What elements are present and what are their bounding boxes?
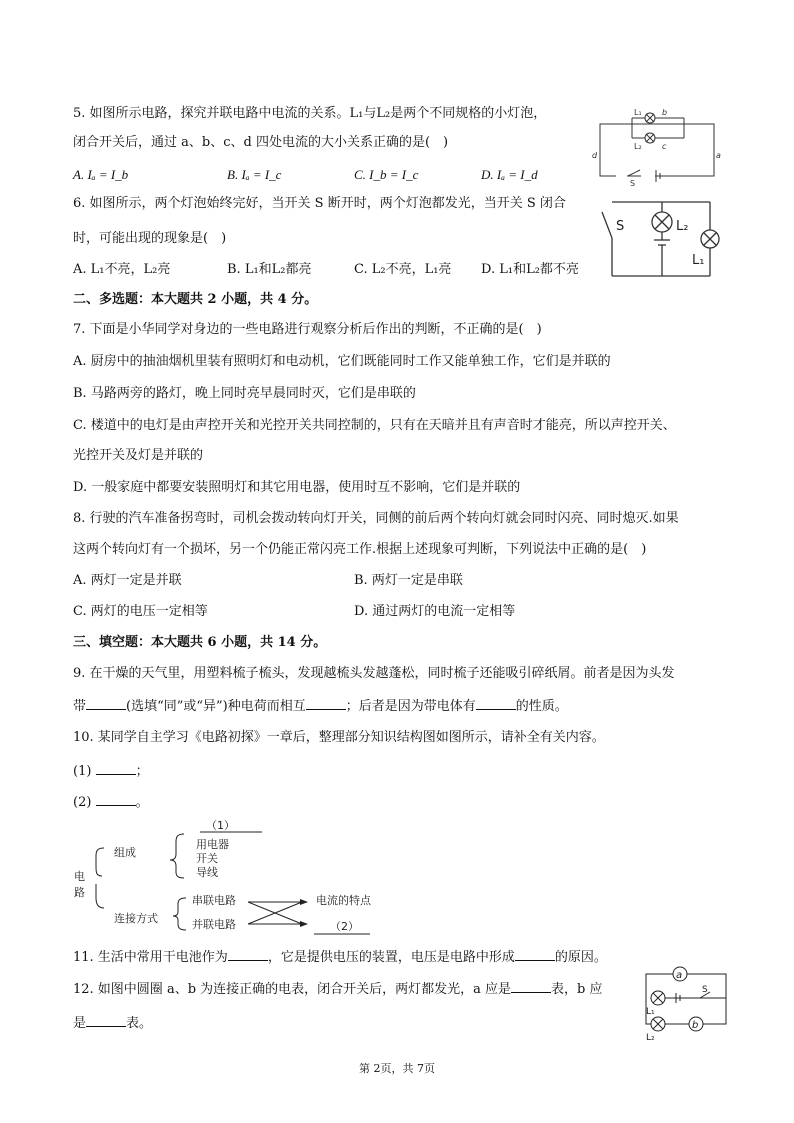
q9-blank-3[interactable] xyxy=(476,695,516,710)
q12-text-3: 是 xyxy=(73,1016,87,1031)
q7-option-a: A. 厨房中的抽油烟机里装有照明灯和电动机，它们既能同时工作又能单独工作，它们是并联的 xyxy=(73,354,611,369)
q11-line xyxy=(73,946,607,968)
q12-line1 xyxy=(73,978,603,1000)
q12-text-1: 12. 如图中圆圈 a、b 为连接正确的电表，闭合开关后，两灯都发光，a 应是 xyxy=(73,982,512,997)
q10-diagram-series: 串联电路 xyxy=(192,894,236,907)
q10-diagram-current: 电流的特点 xyxy=(316,894,371,907)
q7-stem: 7. 下面是小华同学对身边的一些电路进行观察分析后作出的判断，不正确的是( ) xyxy=(73,322,542,337)
q7-option-b: B. 马路两旁的路灯，晚上同时亮早晨同时灭，它们是串联的 xyxy=(73,386,416,401)
q9-line2 xyxy=(73,695,568,717)
q12-fig-l2: L₂ xyxy=(646,1033,655,1042)
q12-line2 xyxy=(73,1012,152,1034)
q12-blank-1[interactable] xyxy=(511,978,551,993)
q5-option-d: D. Iₐ = I_d xyxy=(481,167,538,182)
q10-diagram-blank2: （2） xyxy=(330,920,359,933)
q10-diagram-root-2: 路 xyxy=(74,886,85,899)
q8-option-b: B. 两灯一定是串联 xyxy=(354,573,463,588)
q6-option-c: C. L₂不亮，L₁亮 xyxy=(354,262,452,277)
q11-text-3: 的原因。 xyxy=(554,950,607,965)
q5-fig-c: c xyxy=(662,142,667,151)
q10-blank-1-end: ； xyxy=(135,764,149,779)
q10-blank-1-line xyxy=(73,760,149,782)
q7-option-d: D. 一般家庭中都要安装照明灯和其它用电器，使用时互不影响，它们是并联的 xyxy=(73,480,521,495)
q5-option-b: B. Iₐ = I_c xyxy=(227,167,282,182)
q5-fig-a: a xyxy=(716,151,721,160)
q5-option-a: A. Iₐ = I_b xyxy=(73,167,129,182)
q6-fig-s: S xyxy=(616,219,625,234)
q5-circuit-figure xyxy=(592,104,722,190)
q10-stem: 10. 某同学自主学习《电路初探》一章后，整理部分知识结构图如图所示，请补全有关内容。 xyxy=(73,730,605,745)
q10-blank-2-end: 。 xyxy=(135,795,149,810)
q10-diagram-root-1: 电 xyxy=(74,870,85,883)
q12-text-2: 表，b 应 xyxy=(551,982,603,997)
section-2-heading: 二、多选题：本大题共 2 小题，共 4 分。 xyxy=(73,292,318,307)
q9-text-2: (选填“同”或“异”)种电荷而相互 xyxy=(126,699,306,714)
q12-circuit-figure xyxy=(636,962,736,1046)
page-footer: 第 2页，共 7页 xyxy=(359,1062,435,1075)
q12-fig-s: S xyxy=(702,985,708,995)
q5-fig-d: d xyxy=(592,151,598,160)
q8-option-d: D. 通过两灯的电流一定相等 xyxy=(354,604,516,619)
q12-fig-a: a xyxy=(676,970,683,981)
q9-text-3: ；后者是因为带电体有 xyxy=(345,699,476,714)
q11-text-2: ，它是提供电压的装置，电压是电路中形成 xyxy=(267,950,515,965)
q8-line2: 这两个转向灯有一个损坏，另一个仍能正常闪亮工作.根据上述现象可判断，下列说法中正确的是( ) xyxy=(73,542,647,557)
q6-line1: 6. 如图所示，两个灯泡始终完好，当开关 S 断开时，两个灯泡都发光，当开关 S 闭合 xyxy=(73,196,566,211)
q11-blank-1[interactable] xyxy=(228,946,268,961)
q10-diagram-composition: 组成 xyxy=(114,846,136,859)
q8-option-c: C. 两灯的电压一定相等 xyxy=(73,604,208,619)
q6-option-d: D. L₁和L₂都不亮 xyxy=(481,262,579,277)
q10-blank-2-line xyxy=(73,791,149,813)
q10-diagram-c3: 开关 xyxy=(196,852,218,865)
q5-line2: 闭合开关后，通过 a、b、c、d 四处电流的大小关系正确的是( ) xyxy=(73,135,449,150)
q6-line2: 时，可能出现的现象是( ) xyxy=(73,231,227,246)
q12-text-4: 表。 xyxy=(126,1016,153,1031)
q10-diagram-c4: 导线 xyxy=(196,866,218,879)
q5-fig-b: b xyxy=(662,108,668,117)
q10-diagram-c1: （1） xyxy=(206,819,235,832)
q6-fig-l2: L₂ xyxy=(676,219,689,234)
q9-text-4: 的性质。 xyxy=(515,699,568,714)
q6-circuit-figure xyxy=(598,198,728,284)
q11-text-1: 11. 生活中常用干电池作为 xyxy=(73,950,228,965)
q5-fig-l2: L₂ xyxy=(634,142,642,151)
q12-blank-2[interactable] xyxy=(86,1012,126,1027)
q8-option-a: A. 两灯一定是并联 xyxy=(73,573,182,588)
q10-blank-1-label: (1) xyxy=(73,764,92,779)
q8-line1: 8. 行驶的汽车准备拐弯时，司机会拨动转向灯开关，同侧的前后两个转向灯就会同时闪亮、同时熄灭.如果 xyxy=(73,511,679,526)
q10-blank-2-label: (2) xyxy=(73,795,92,810)
q10-blank-2[interactable] xyxy=(96,791,136,806)
q5-option-c: C. I_b = I_c xyxy=(354,167,419,182)
q6-fig-l1: L₁ xyxy=(692,253,705,268)
q12-fig-l1: L₁ xyxy=(646,1007,655,1017)
q10-diagram-connection: 连接方式 xyxy=(114,912,158,925)
q11-blank-2[interactable] xyxy=(515,946,555,961)
q7-option-c-line1: C. 楼道中的电灯是由声控开关和光控开关共同控制的，只有在天暗并且有声音时才能亮，所以声控开关、 xyxy=(73,418,676,433)
q10-blank-1[interactable] xyxy=(96,760,136,775)
q10-diagram-c2: 用电器 xyxy=(196,838,229,851)
q5-line1: 5. 如图所示电路，探究并联电路中电流的关系。L₁与L₂是两个不同规格的小灯泡， xyxy=(73,106,547,121)
q9-blank-2[interactable] xyxy=(306,695,346,710)
q9-line1: 9. 在干燥的天气里，用塑料梳子梳头，发现越梳头发越蓬松，同时梳子还能吸引碎纸屑。前者是因为头发 xyxy=(73,666,675,681)
q7-option-c-line2: 光控开关及灯是并联的 xyxy=(73,448,204,463)
q10-diagram-parallel: 并联电路 xyxy=(192,918,236,931)
q5-fig-s: S xyxy=(630,179,636,186)
q9-blank-1[interactable] xyxy=(86,695,126,710)
q5-fig-l1: L₁ xyxy=(634,108,642,117)
q9-text-1: 带 xyxy=(73,699,87,714)
q12-fig-b: b xyxy=(692,1020,699,1031)
q6-option-b: B. L₁和L₂都亮 xyxy=(227,262,312,277)
q6-option-a: A. L₁不亮，L₂亮 xyxy=(73,262,171,277)
q10-knowledge-diagram xyxy=(70,818,400,942)
section-3-heading: 三、填空题：本大题共 6 小题，共 14 分。 xyxy=(73,635,327,650)
